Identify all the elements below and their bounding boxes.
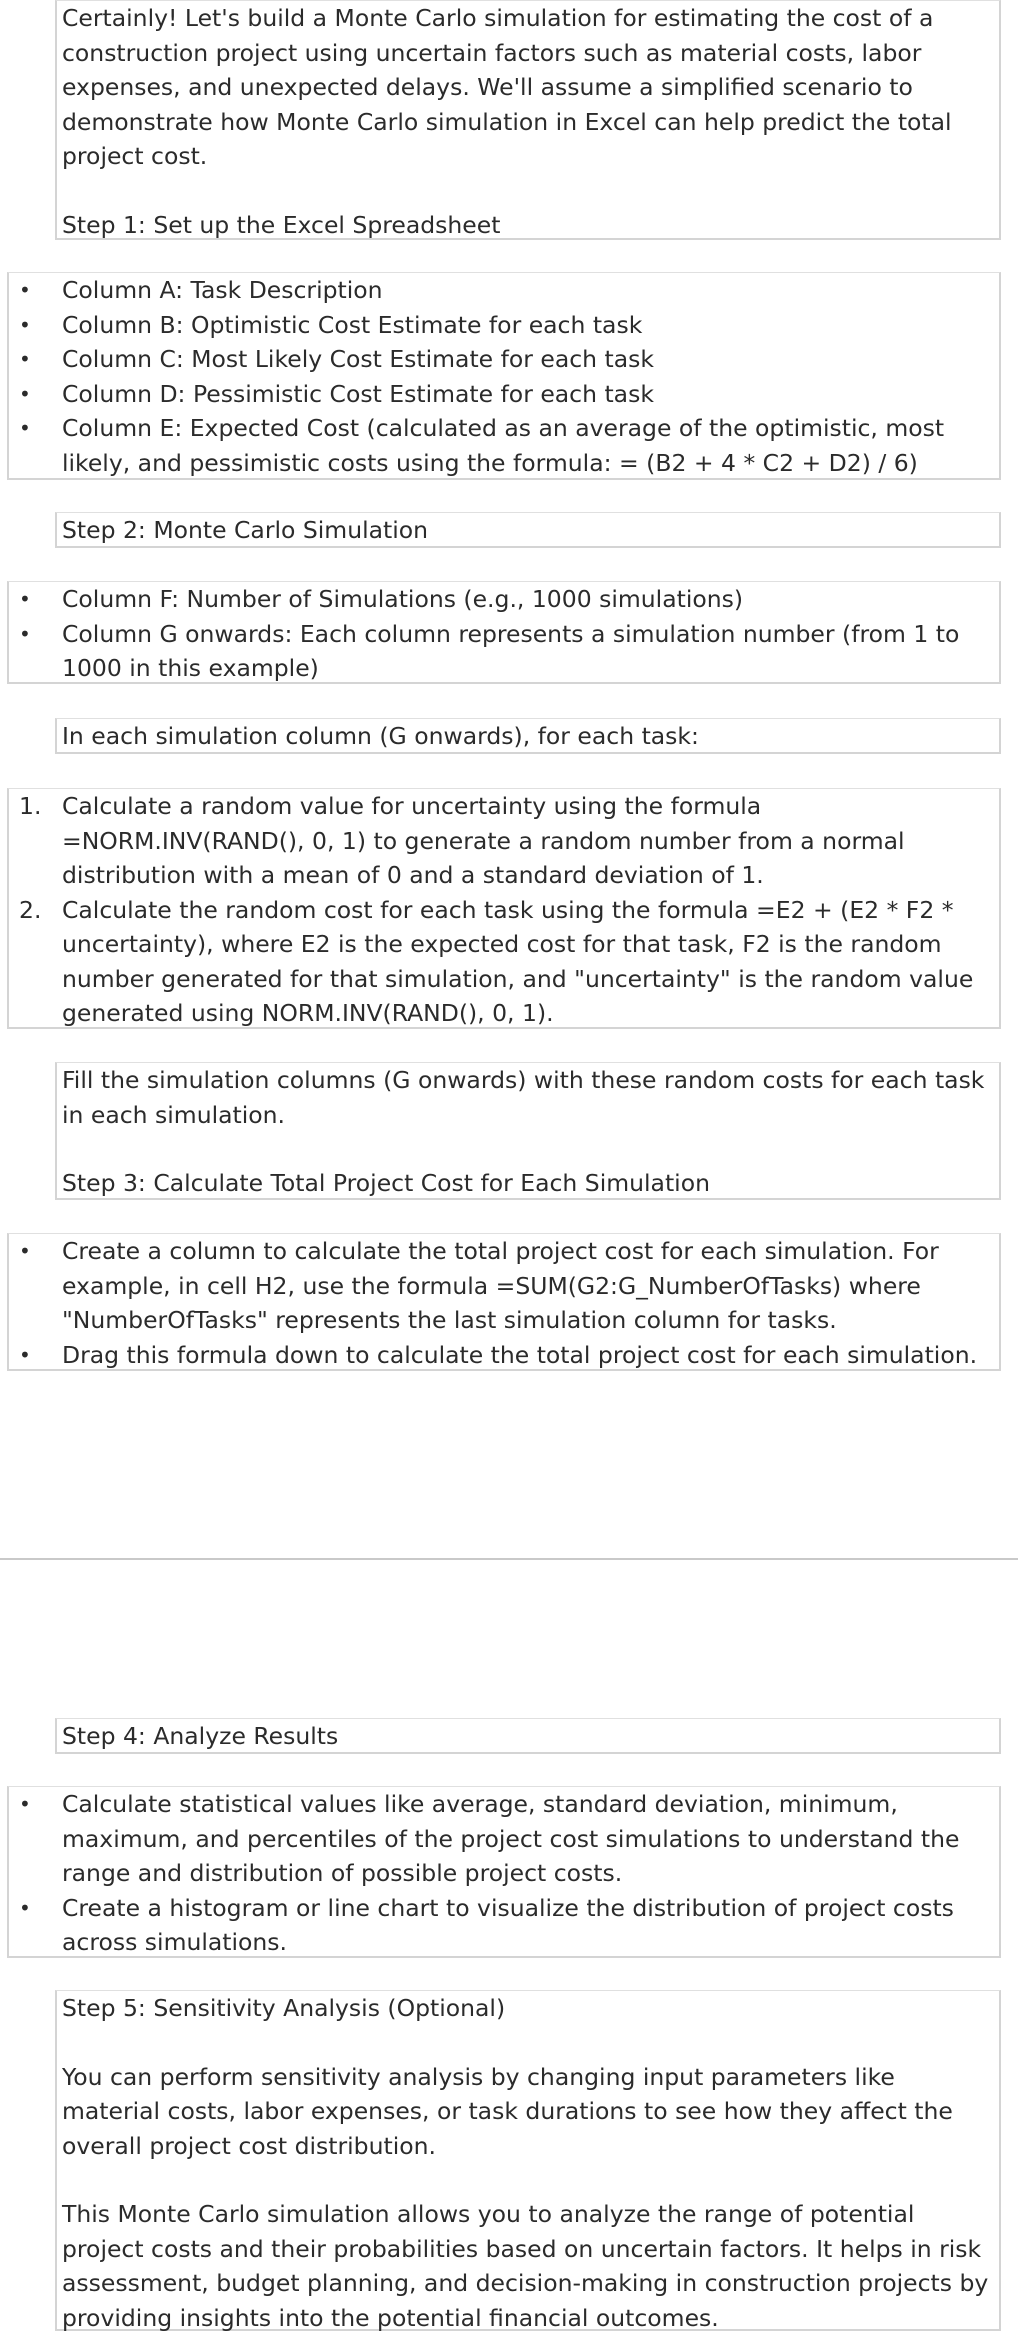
list-item bbox=[9, 893, 993, 1031]
list-item: • Column C: Most Likely Cost Estimate for each task bbox=[9, 342, 993, 377]
step4-heading: Step 4: Analyze Results bbox=[62, 1722, 339, 1750]
list-item-text: Calculate the random cost for each task using the formula =E2 + (E2 * F2 * uncertainty), where E2 is the expected cost for that task, F2 is the random number generated for that simulation, and "uncertainty" is the random value generated using NORM.INV(RAND(), 0, 1). bbox=[62, 895, 974, 1027]
per-column-intro: In each simulation column (G onwards), for each task: bbox=[62, 722, 699, 750]
list-item: • Drag this formula down to calculate the total project cost for each simulation. bbox=[9, 1338, 993, 1373]
list-item: • Column B: Optimistic Cost Estimate for each task bbox=[9, 308, 993, 343]
list-item bbox=[9, 789, 993, 893]
list-item: • Column F: Number of Simulations (e.g., 1000 simulations) bbox=[9, 582, 993, 617]
step4-list bbox=[7, 1786, 1001, 1958]
step3-heading: Step 3: Calculate Total Project Cost for Each Simulation bbox=[62, 1169, 710, 1197]
intro-block bbox=[55, 0, 1001, 240]
list-item: • Create a column to calculate the total project cost for each simulation. For example, in cell H2, use the formula =SUM(G2:G_NumberOfTasks) where "NumberOfTasks" represents the last simulation column for tasks. bbox=[9, 1234, 993, 1338]
list-number: 2. bbox=[19, 895, 42, 924]
page-break-divider bbox=[0, 1558, 1018, 1560]
step5-heading: Step 5: Sensitivity Analysis (Optional) bbox=[62, 1994, 506, 2022]
intro-paragraph: Certainly! Let's build a Monte Carlo simulation for estimating the cost of a construction project using uncertain factors such as material costs, labor expenses, and unexpected delays. We'll assume a simplified scenario to demonstrate how Monte Carlo simulation in Excel can help predict the total project cost. bbox=[62, 4, 952, 170]
step2-column-list bbox=[7, 581, 1001, 684]
list-item: • Calculate statistical values like average, standard deviation, minimum, maximum, and percentiles of the project cost simulations to understand the range and distribution of possible project costs. bbox=[9, 1787, 993, 1891]
fill-note: Fill the simulation columns (G onwards) with these random costs for each task in each simulation. bbox=[62, 1066, 985, 1129]
list-item: • Column E: Expected Cost (calculated as an average of the optimistic, most likely, and pessimistic costs using the formula: = (B2 + 4 * C2 + D2) / 6) bbox=[9, 411, 993, 480]
list-number: 1. bbox=[19, 792, 42, 820]
list-item: • Column D: Pessimistic Cost Estimate for each task bbox=[9, 377, 993, 412]
step2-heading-block bbox=[55, 512, 1001, 548]
step5-block bbox=[55, 1990, 1001, 2331]
list-item: • Column G onwards: Each column represents a simulation number (from 1 to 1000 in this example) bbox=[9, 617, 993, 686]
simulation-steps-list bbox=[7, 788, 1001, 1029]
list-item: • Create a histogram or line chart to visualize the distribution of project costs across simulations. bbox=[9, 1891, 993, 1960]
step1-column-list bbox=[7, 272, 1001, 480]
step5-paragraph: You can perform sensitivity analysis by changing input parameters like material costs, labor expenses, or task durations to see how they affect the overall project cost distribution. bbox=[62, 2062, 953, 2160]
per-column-intro-block bbox=[55, 718, 1001, 754]
fill-note-block bbox=[55, 1062, 1001, 1200]
step2-heading: Step 2: Monte Carlo Simulation bbox=[62, 516, 429, 544]
list-item: • Column A: Task Description bbox=[9, 273, 993, 308]
conclusion-paragraph: This Monte Carlo simulation allows you to analyze the range of potential project costs and their probabilities based on uncertain factors. It helps in risk assessment, budget planning, and decision-making in construction projects by providing insights into the potential financial outcomes. bbox=[62, 2200, 989, 2332]
step4-heading-block bbox=[55, 1718, 1001, 1754]
list-item-text: Calculate a random value for uncertainty using the formula =NORM.INV(RAND(), 0, 1) to generate a random number from a normal distribution with a mean of 0 and a standard deviation of 1. bbox=[62, 792, 905, 889]
step3-list bbox=[7, 1233, 1001, 1371]
step1-heading: Step 1: Set up the Excel Spreadsheet bbox=[62, 210, 501, 239]
